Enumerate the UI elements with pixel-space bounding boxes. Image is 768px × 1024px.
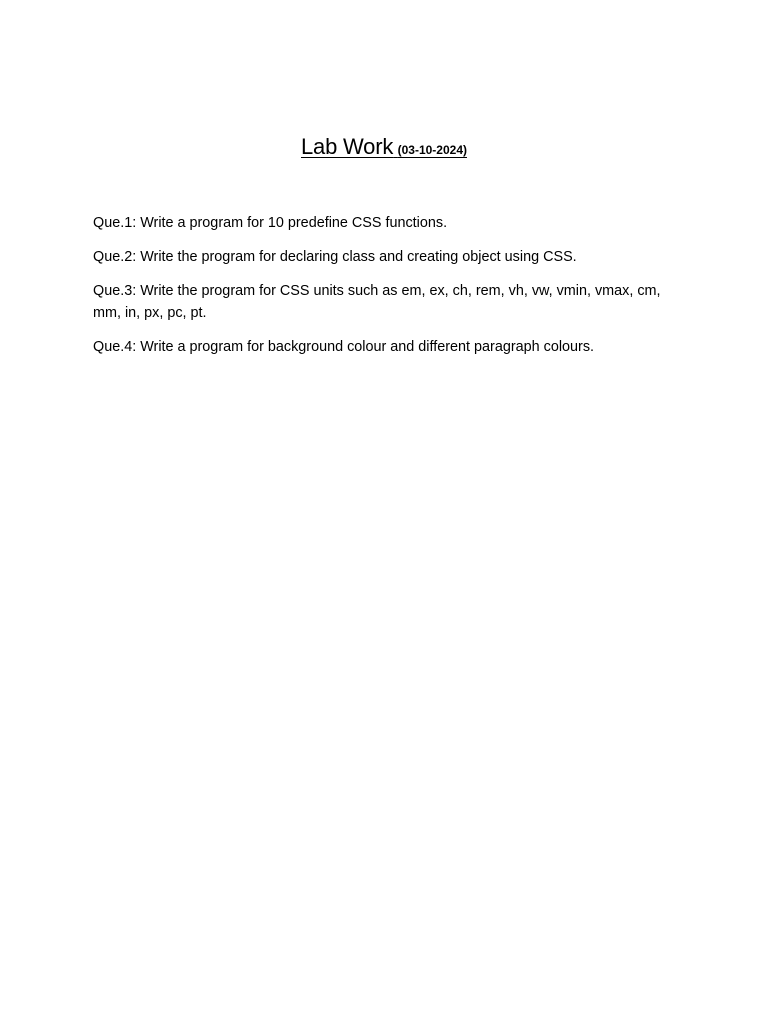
question-2: Que.2: Write the program for declaring class and creating object using CSS.	[93, 249, 577, 265]
page-title	[0, 134, 768, 160]
question-3: Que.3: Write the program for CSS units such as em, ex, ch, rem, vh, vw, vmin, vmax, cm, mm, in, px, pc, pt.	[93, 283, 661, 321]
question-1: Que.1: Write a program for 10 predefine CSS functions.	[93, 215, 448, 231]
question-list	[93, 212, 683, 370]
question-4: Que.4: Write a program for background colour and different paragraph colours.	[93, 339, 595, 355]
title-date: (03-10-2024)	[397, 143, 467, 157]
title-text: Lab Work	[301, 134, 394, 159]
